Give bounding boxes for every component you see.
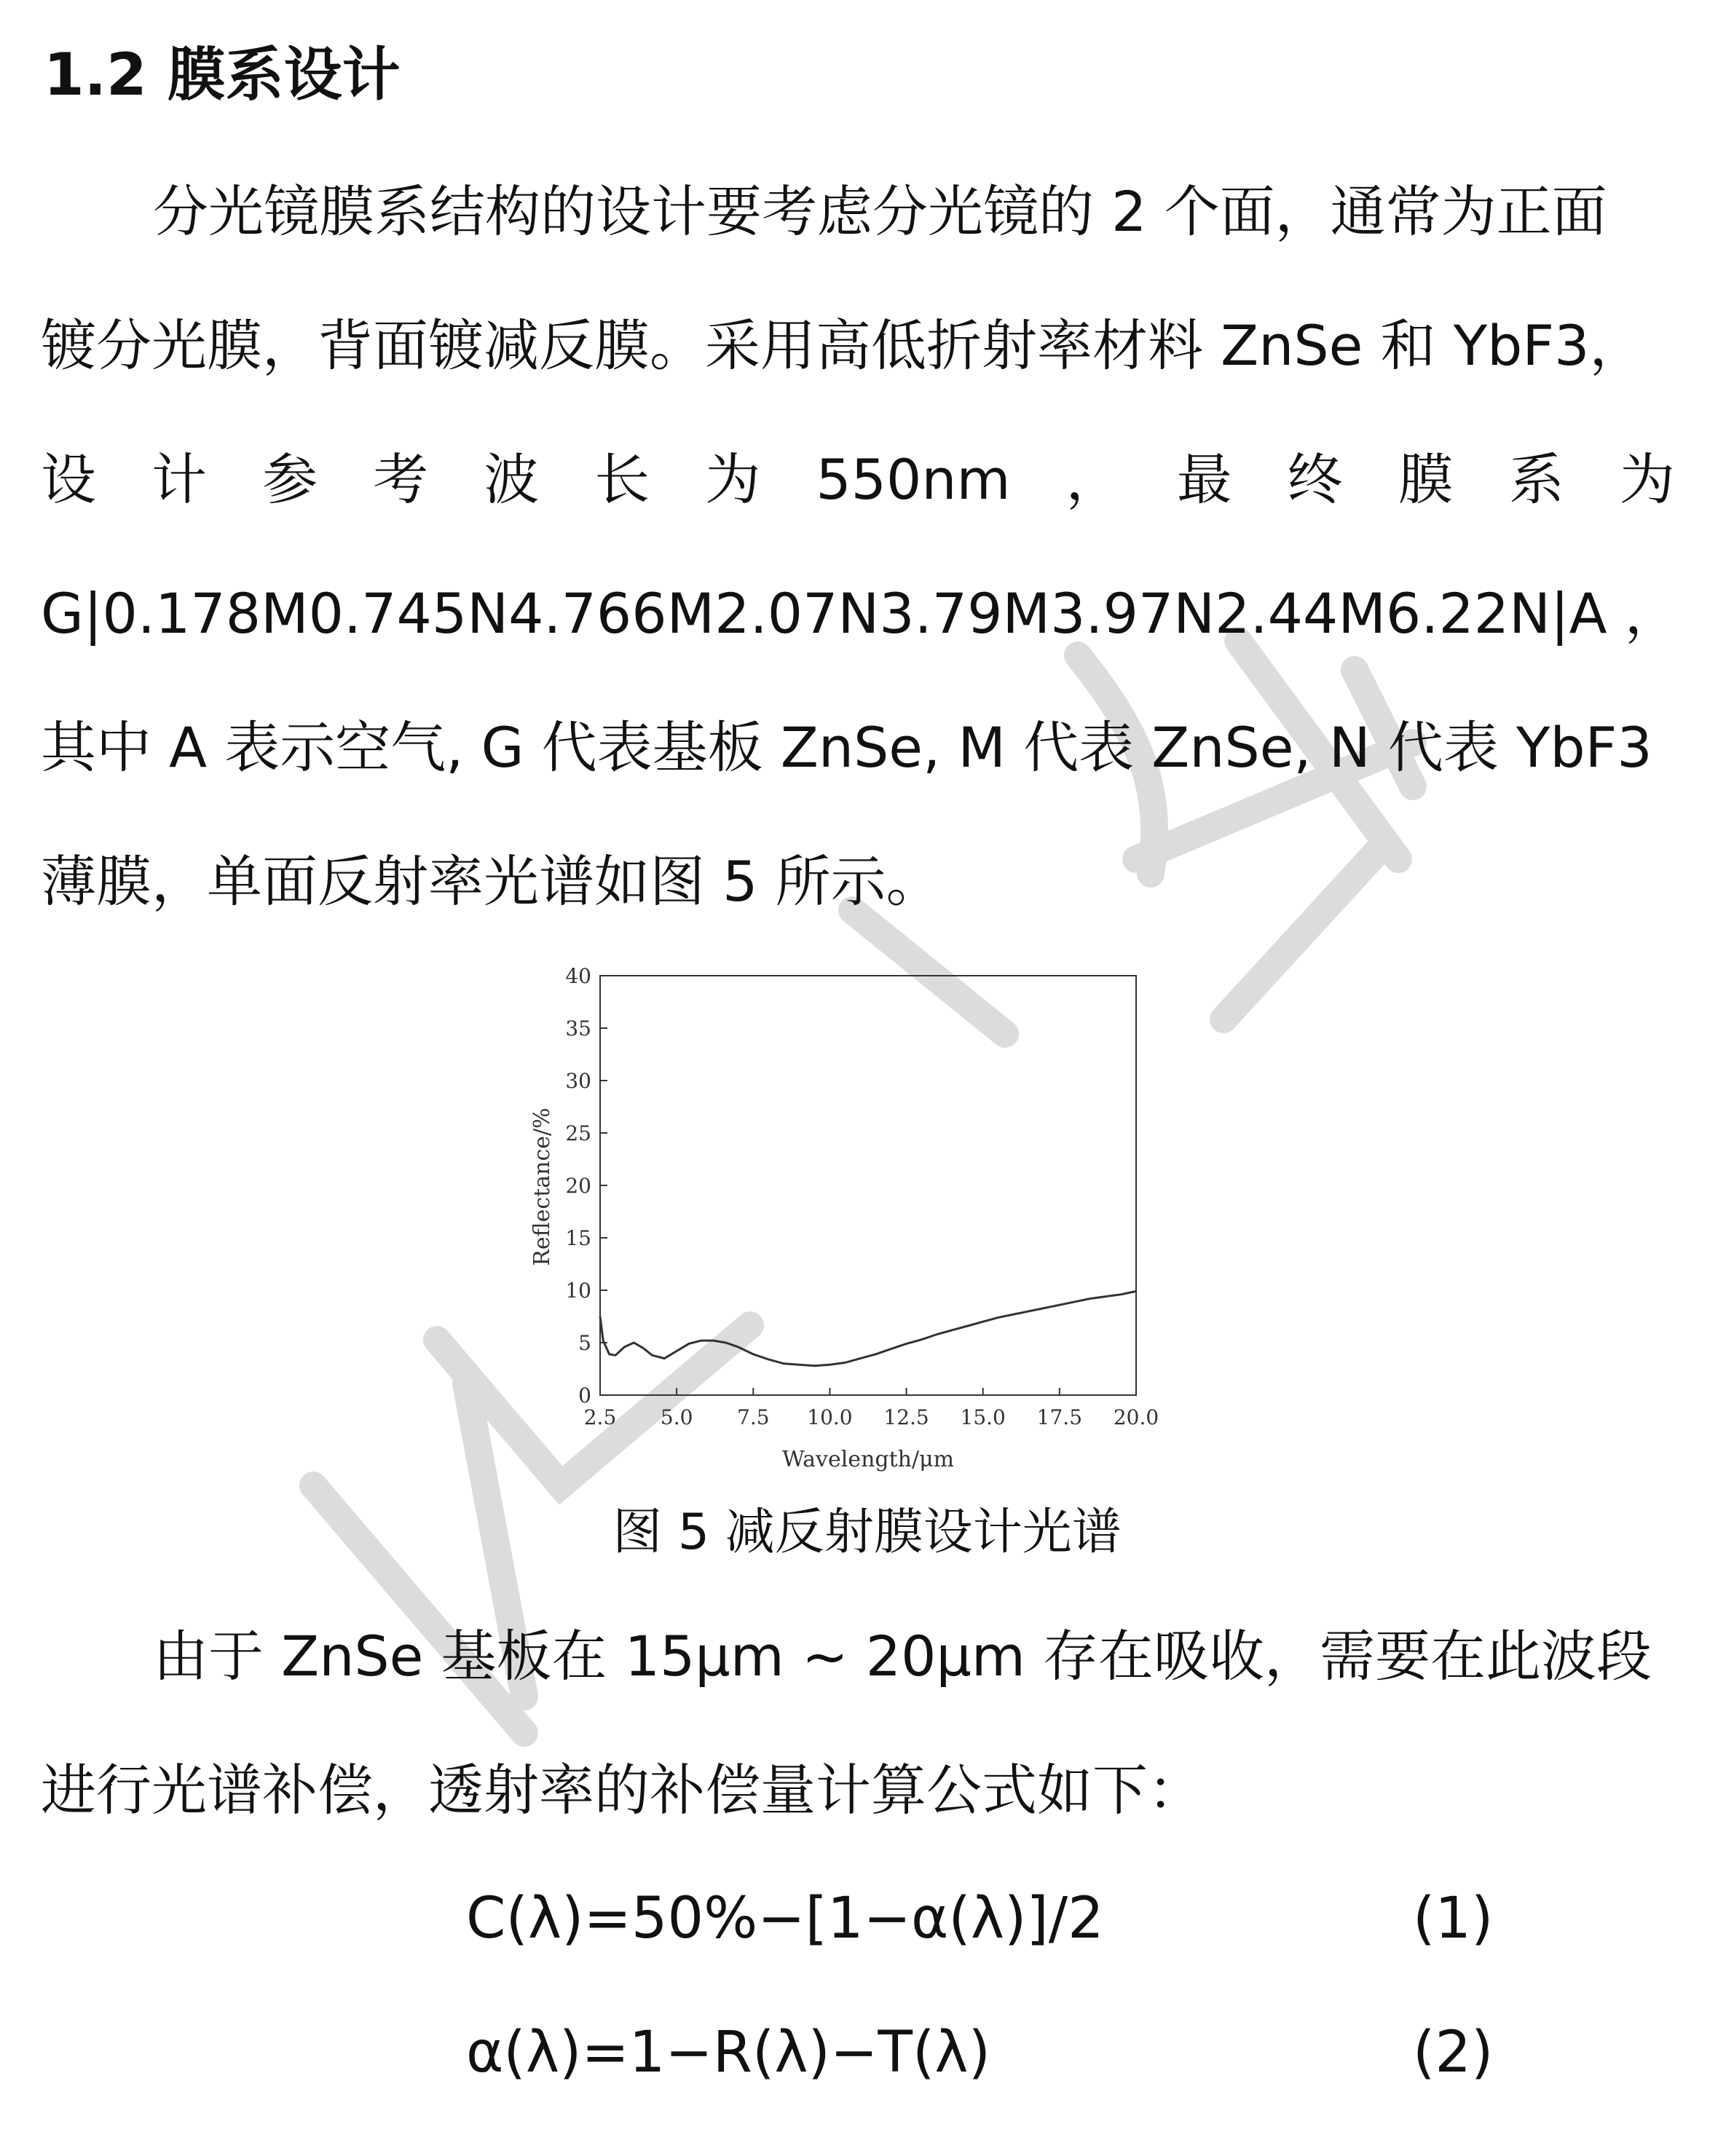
word: 最 [1176,447,1232,512]
word: 参 [262,447,318,512]
word: 计 [151,447,208,512]
word: 设 [41,447,96,512]
x-tick-label: 10.0 [807,1405,853,1429]
equation-1: C(λ)=50%−[1−α(λ)]/2 [466,1886,1104,1951]
x-tick-label: 15.0 [960,1405,1006,1429]
paragraph-line-justified [41,440,1675,520]
word: ， [1065,447,1122,512]
y-tick-label: 35 [565,1016,591,1041]
x-tick-label: 5.0 [660,1405,693,1429]
y-tick-label: 5 [578,1331,591,1355]
word: 550nm [816,447,1011,512]
y-tick-label: 10 [565,1279,591,1303]
x-tick-label: 12.5 [883,1405,929,1429]
equation-number-1: (1) [1413,1886,1494,1951]
x-tick-label: 17.5 [1036,1405,1083,1429]
word: 膜 [1398,447,1454,512]
word: 终 [1287,447,1343,512]
word: 为 [705,447,761,512]
equation-number-2: (2) [1413,2020,1494,2085]
reflectance-chart [510,954,1202,1478]
x-tick-label: 7.5 [737,1405,770,1429]
paragraph-line: 薄膜，单面反射率光谱如图 5 所示。 [41,849,942,914]
paragraph-line: 由于 ZnSe 基板在 15μm ~ 20μm 存在吸收，需要在此波段 [153,1624,1652,1689]
word: 为 [1619,447,1675,512]
word: 系 [1508,447,1564,512]
y-tick-label: 0 [578,1383,591,1407]
y-axis-label: Reflectance/% [529,1107,555,1266]
y-tick-label: 15 [565,1226,591,1250]
x-tick-label: 20.0 [1113,1405,1159,1429]
word: 考 [373,447,429,512]
x-tick-label: 2.5 [583,1405,617,1429]
y-tick-label: 20 [565,1174,591,1198]
x-axis-label: Wavelength/μm [781,1447,955,1472]
section-heading: 1.2 膜系设计 [44,41,401,108]
word: 波 [484,447,540,512]
equation-2: α(λ)=1−R(λ)−T(λ) [466,2020,991,2085]
paragraph-line: 分光镜膜系结构的设计要考虑分光镜的 2 个面，通常为正面 [153,179,1607,244]
series-line [600,1291,1136,1365]
paragraph-line: G|0.178M0.745N4.766M2.07N3.79M3.97N2.44M6.22N|A ， [41,581,1680,646]
y-tick-label: 30 [565,1069,591,1093]
plot-frame [600,976,1136,1395]
chart-svg [510,954,1202,1478]
y-tick-label: 40 [565,964,591,988]
figure-caption: 图 5 减反射膜设计光谱 [612,1504,1122,1561]
word: 长 [594,447,650,512]
paragraph-line: 镀分光膜，背面镀减反膜。采用高低折射率材料 ZnSe 和 YbF3， [41,313,1645,378]
paragraph-line: 其中 A 表示空气, G 代表基板 ZnSe, M 代表 ZnSe, N 代表 YbF3 [41,715,1652,780]
y-tick-label: 25 [565,1121,591,1145]
paragraph-line: 进行光谱补偿，透射率的补偿量计算公式如下： [41,1758,1203,1823]
